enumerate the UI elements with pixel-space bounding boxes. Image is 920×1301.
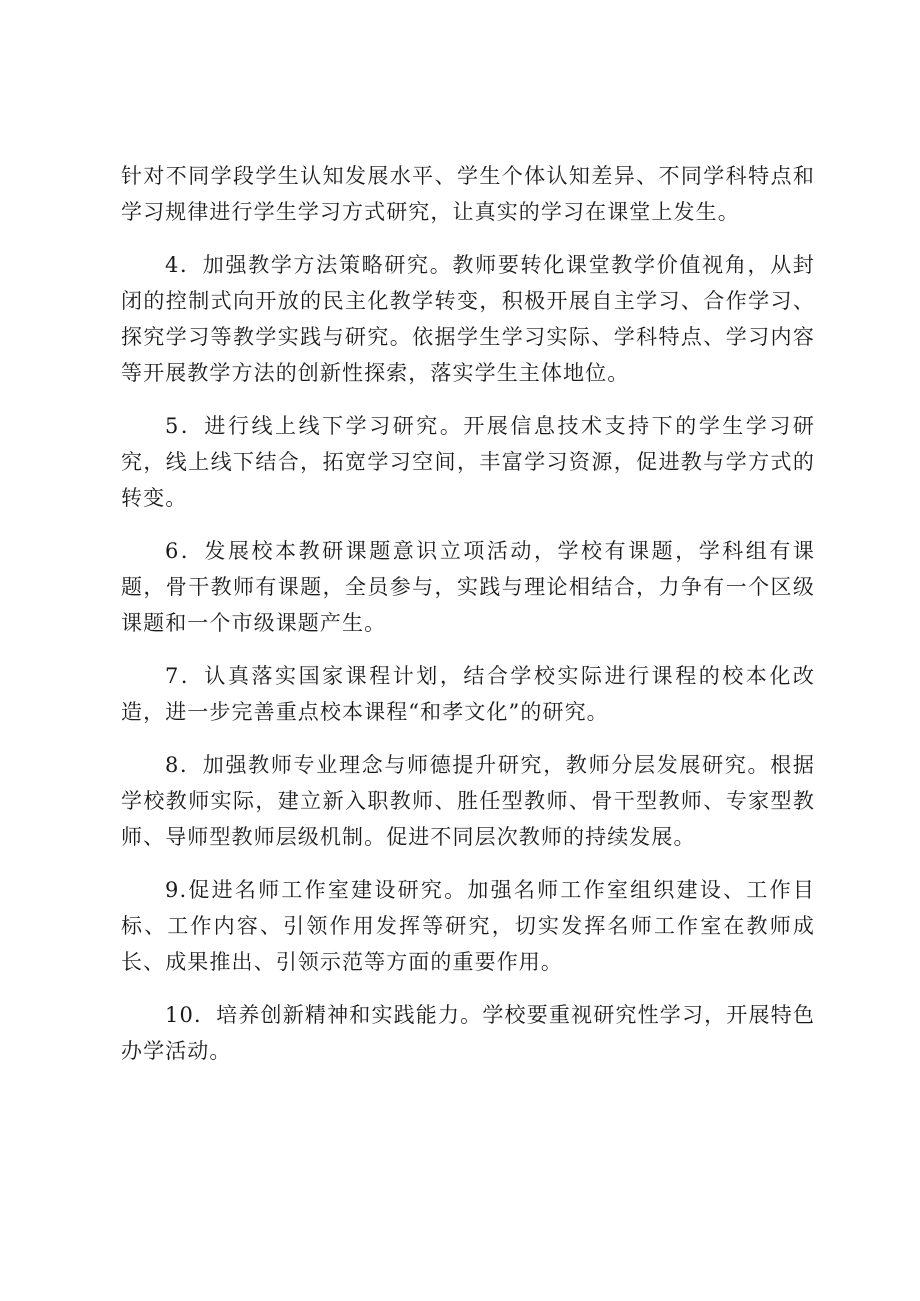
paragraph-item-7: 7．认真落实国家课程计划，结合学校实际进行课程的校本化改造，进一步完善重点校本课程“和孝文化”的研究。 — [121, 664, 815, 724]
paragraph-item-10: 10．培养创新精神和实践能力。学校要重视研究性学习，开展特色办学活动。 — [121, 1003, 815, 1063]
paragraph-item-5: 5．进行线上线下学习研究。开展信息技术支持下的学生学习研究，线上线下结合，拓宽学习空间，丰富学习资源，促进教与学方式的转变。 — [121, 414, 815, 510]
paragraph-item-8: 8．加强教师专业理念与师德提升研究，教师分层发展研究。根据学校教师实际，建立新入职教师、胜任型教师、骨干型教师、专家型教师、导师型教师层级机制。促进不同层次教师的持续发展。 — [121, 753, 815, 849]
paragraph-continuation: 针对不同学段学生认知发展水平、学生个体认知差异、不同学科特点和学习规律进行学生学习方式研究，让真实的学习在课堂上发生。 — [121, 164, 815, 224]
paragraph-item-4: 4．加强教学方法策略研究。教师要转化课堂教学价值视角，从封闭的控制式向开放的民主化教学转变，积极开展自主学习、合作学习、探究学习等教学实践与研究。依据学生学习实际、学科特点、学习内容等开展教学方法的创新性探索，落实学生主体地位。 — [121, 253, 815, 385]
document-body — [121, 158, 815, 1069]
paragraph-item-6: 6．发展校本教研课题意识立项活动，学校有课题，学科组有课题，骨干教师有课题，全员参与，实践与理论相结合，力争有一个区级课题和一个市级课题产生。 — [121, 539, 815, 635]
paragraph-item-9: 9.促进名师工作室建设研究。加强名师工作室组织建设、工作目标、工作内容、引领作用发挥等研究，切实发挥名师工作室在教师成长、成果推出、引领示范等方面的重要作用。 — [121, 878, 815, 974]
